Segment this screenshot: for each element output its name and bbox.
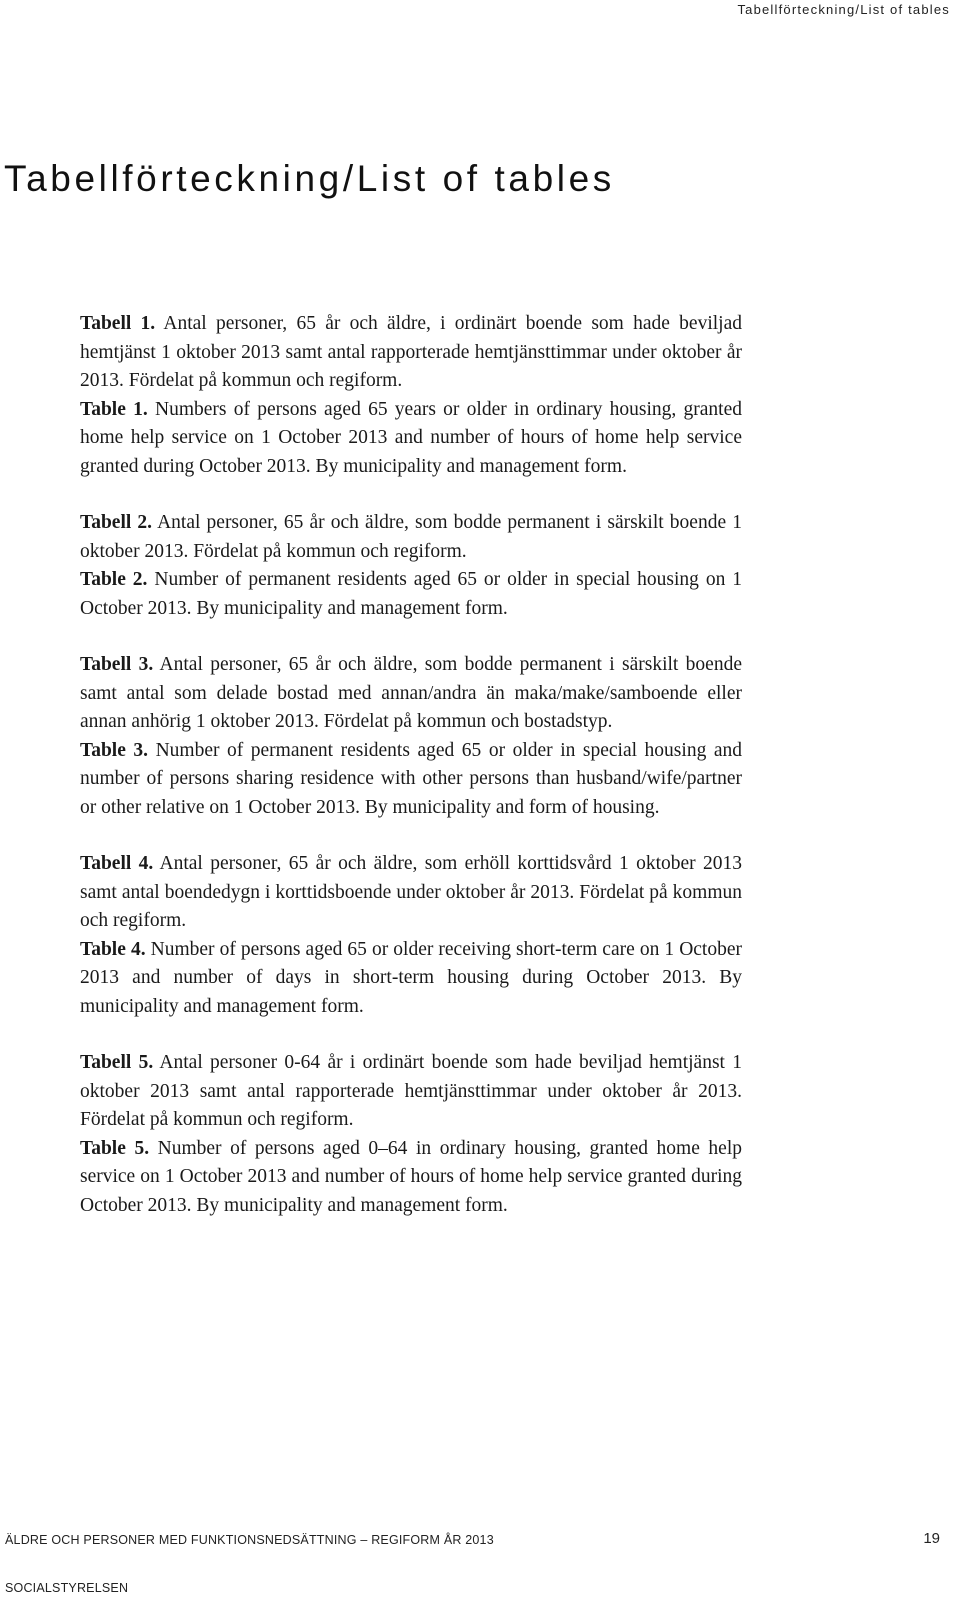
table-label: Tabell 1. bbox=[80, 313, 156, 334]
caption-text: Number of permanent residents aged 65 or older in special housing on 1 October 2013. By municipality and management form. bbox=[80, 569, 743, 619]
english-caption bbox=[80, 737, 742, 823]
table-label: Table 2. bbox=[80, 569, 148, 590]
table-label: Tabell 5. bbox=[80, 1052, 154, 1073]
caption-text: Number of persons aged 0–64 in ordinary housing, granted home help service on 1 October 2013 and number of hours of home help service granted during October 2013. By municipality and management form. bbox=[80, 1137, 742, 1216]
caption-text: Antal personer, 65 år och äldre, i ordinärt boende som hade beviljad hemtjänst 1 oktober 2013 samt antal rapporterade hemtjänsttimmar under oktober år 2013. Fördelat på kommun och regiform. bbox=[80, 313, 742, 391]
english-caption bbox=[80, 936, 742, 1022]
table-label: Table 1. bbox=[80, 398, 148, 420]
table-entry-2 bbox=[80, 509, 742, 623]
english-caption bbox=[80, 396, 742, 482]
caption-text: Antal personer, 65 år och äldre, som erhöll korttidsvård 1 oktober 2013 samt antal boendedygn i korttidsboende under oktober år 2013. Fördelat på kommun och regiform. bbox=[80, 853, 742, 931]
table-label: Tabell 4. bbox=[80, 853, 154, 874]
table-label: Table 4. bbox=[80, 938, 146, 960]
english-caption bbox=[80, 566, 742, 623]
table-label: Table 5. bbox=[80, 1137, 150, 1159]
caption-text: Antal personer, 65 år och äldre, som bodde permanent i särskilt boende samt antal som delade bostad med annan/andra än maka/make/samboende eller annan anhörig 1 oktober 2013. Fördelat på kommun och bostadstyp. bbox=[80, 654, 742, 732]
table-entry-1 bbox=[80, 310, 742, 481]
table-label: Table 3. bbox=[80, 739, 149, 761]
table-entry-3 bbox=[80, 651, 742, 822]
page-title: Tabellförteckning/List of tables bbox=[4, 158, 615, 199]
caption-text: Number of permanent residents aged 65 or older in special housing and number of persons sharing residence with other persons than husband/wife/partner or other relative on 1 October 2013. By municipality and form of housing. bbox=[80, 739, 742, 818]
table-list bbox=[80, 310, 742, 1248]
table-entry-5 bbox=[80, 1049, 742, 1220]
caption-text: Numbers of persons aged 65 years or older in ordinary housing, granted home help service on 1 October 2013 and number of hours of home help service granted during October 2013. By municipality and management form. bbox=[80, 398, 743, 477]
caption-text: Number of persons aged 65 or older receiving short-term care on 1 October 2013 and number of days in short-term housing during October 2013. By municipality and management form. bbox=[80, 938, 743, 1017]
caption-text: Antal personer 0-64 år i ordinärt boende som hade beviljad hemtjänst 1 oktober 2013 samt antal rapporterade hemtjänsttimmar under oktober år 2013. Fördelat på kommun och regiform. bbox=[80, 1052, 742, 1130]
footer-publication: ÄLDRE OCH PERSONER MED FUNKTIONSNEDSÄTTNING – REGIFORM ÅR 2013 bbox=[5, 1533, 494, 1547]
swedish-caption bbox=[80, 850, 742, 936]
swedish-caption bbox=[80, 509, 742, 566]
running-header: Tabellförteckning/List of tables bbox=[737, 2, 950, 17]
table-entry-4 bbox=[80, 850, 742, 1021]
swedish-caption bbox=[80, 310, 742, 396]
swedish-caption bbox=[80, 651, 742, 737]
english-caption bbox=[80, 1135, 742, 1221]
table-label: Tabell 2. bbox=[80, 512, 153, 533]
page-number: 19 bbox=[923, 1530, 940, 1547]
footer-organization: SOCIALSTYRELSEN bbox=[5, 1581, 129, 1595]
table-label: Tabell 3. bbox=[80, 654, 154, 675]
caption-text: Antal personer, 65 år och äldre, som bodde permanent i särskilt boende 1 oktober 2013. Fördelat på kommun och regiform. bbox=[80, 512, 742, 562]
swedish-caption bbox=[80, 1049, 742, 1135]
